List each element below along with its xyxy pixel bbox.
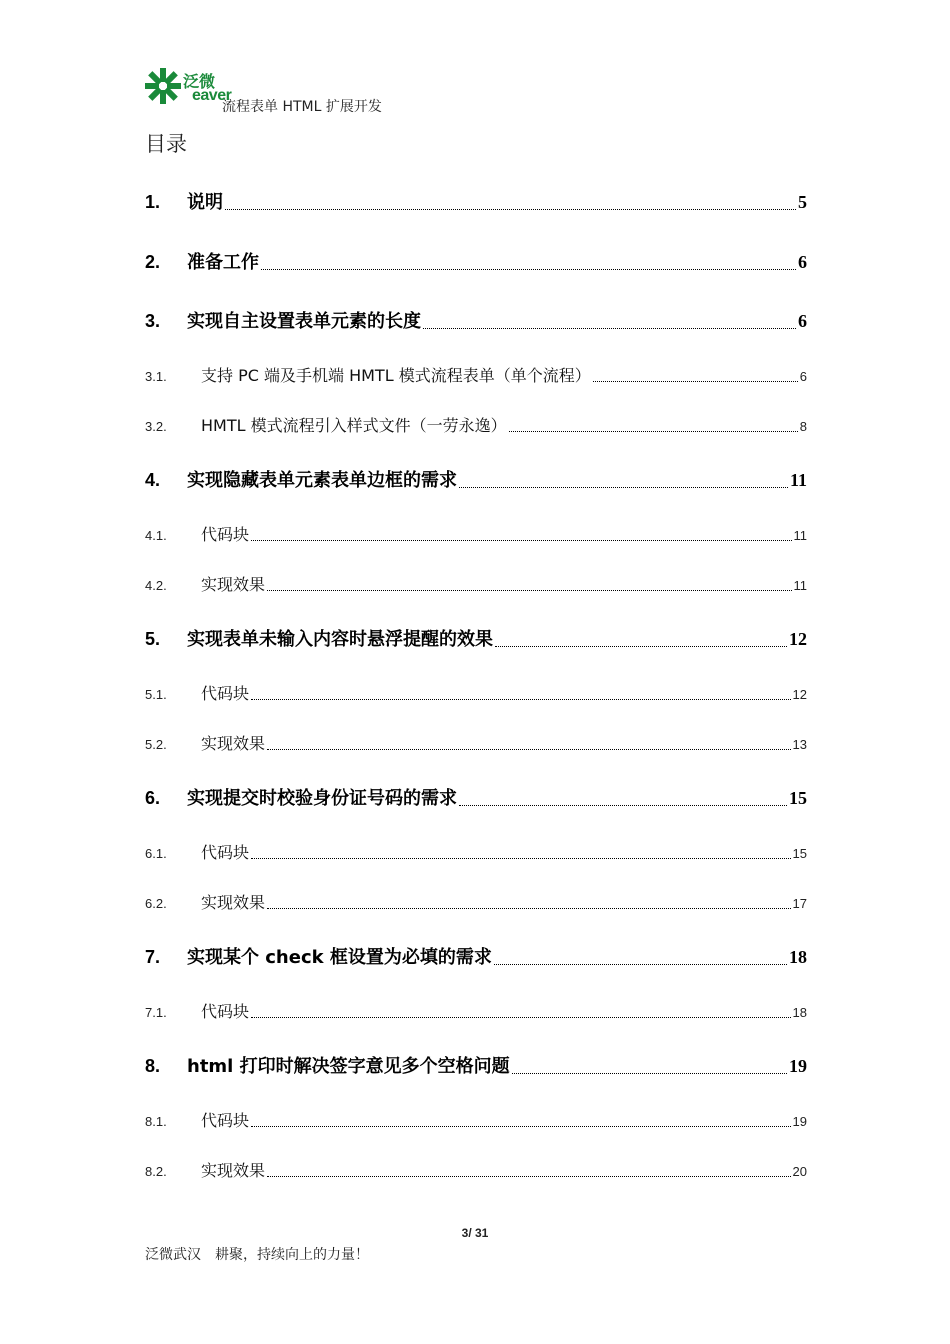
- toc-dot-leader: [459, 487, 788, 488]
- toc-entry[interactable]: [145, 248, 807, 274]
- toc-entry-number: 3.1.: [145, 369, 167, 384]
- toc-entry-label: 支持 PC 端及手机端 HMTL 模式流程表单（单个流程）: [201, 366, 591, 385]
- toc-dot-leader: [251, 1017, 791, 1018]
- toc-entry-page: 6: [798, 252, 807, 272]
- toc-entry-number: 7.: [145, 947, 161, 967]
- toc-entry[interactable]: [145, 188, 807, 214]
- toc-entry-page: 15: [792, 846, 807, 861]
- toc-entry-number: 3.2.: [145, 419, 167, 434]
- toc-entry[interactable]: [145, 784, 807, 810]
- toc-entry[interactable]: [145, 999, 807, 1022]
- toc-entry-label: 代码块: [201, 684, 250, 703]
- toc-entry-label: 说明: [187, 192, 223, 213]
- toc-entry-page: 20: [792, 1164, 807, 1179]
- toc-dot-leader: [423, 328, 796, 329]
- toc-entry-label: 实现效果: [201, 575, 266, 594]
- toc-entry-page: 15: [789, 788, 807, 808]
- toc-entry-label: 实现效果: [201, 1161, 266, 1180]
- toc-dot-leader: [267, 1176, 791, 1177]
- toc-entry-label: 实现效果: [201, 734, 266, 753]
- toc-entry-number: 5.1.: [145, 687, 167, 702]
- toc-dot-leader: [267, 749, 791, 750]
- toc-entry-page: 19: [792, 1114, 807, 1129]
- weaver-logo: [143, 66, 232, 113]
- toc-dot-leader: [593, 381, 798, 382]
- toc-entry-number: 1.: [145, 192, 161, 212]
- footer-slogan: 泛微武汉 耕聚，持续向上的力量！: [145, 1247, 369, 1263]
- toc-entry[interactable]: [145, 466, 807, 492]
- toc-heading: 目录: [145, 132, 187, 156]
- toc-entry[interactable]: [145, 572, 807, 595]
- toc-dot-leader: [509, 431, 798, 432]
- toc-entry-page: 11: [789, 470, 807, 490]
- toc-dot-leader: [512, 1073, 787, 1074]
- toc-entry-page: 12: [789, 629, 807, 649]
- toc-entry-page: 18: [789, 947, 807, 967]
- toc-entry-number: 5.: [145, 629, 161, 649]
- toc-entry-page: 12: [792, 687, 807, 702]
- toc-entry-label: 代码块: [201, 1002, 250, 1021]
- toc-entry-page: 17: [792, 896, 807, 911]
- toc-entry-page: 5: [798, 192, 807, 212]
- toc-dot-leader: [494, 964, 787, 965]
- toc-entry-number: 4.1.: [145, 528, 167, 543]
- toc-entry-page: 8: [799, 419, 807, 434]
- toc-entry[interactable]: [145, 522, 807, 545]
- toc-dot-leader: [459, 805, 787, 806]
- toc-entry-number: 8.2.: [145, 1164, 167, 1179]
- toc-entry[interactable]: [145, 413, 807, 436]
- toc-entry-label: 实现某个 check 框设置为必填的需求: [187, 947, 492, 968]
- toc-entry-number: 5.2.: [145, 737, 167, 752]
- toc-dot-leader: [225, 209, 796, 210]
- toc-dot-leader: [267, 908, 791, 909]
- toc-dot-leader: [267, 590, 791, 591]
- toc-entry-number: 7.1.: [145, 1005, 167, 1020]
- toc-entry[interactable]: [145, 307, 807, 333]
- toc-entry-label: 实现隐藏表单元素表单边框的需求: [187, 470, 457, 491]
- toc-entry-page: 13: [792, 737, 807, 752]
- logo-cn-text: 泛微: [183, 72, 216, 91]
- toc-entry-number: 8.: [145, 1056, 161, 1076]
- page-indicator: 3/ 31: [461, 1226, 489, 1240]
- toc-entry[interactable]: [145, 1158, 807, 1181]
- toc-entry-label: html 打印时解决签字意见多个空格问题: [187, 1056, 510, 1077]
- toc-entry-label: 代码块: [201, 525, 250, 544]
- toc-entry-page: 6: [798, 311, 807, 331]
- toc-entry-label: 代码块: [201, 1111, 250, 1130]
- toc-entry[interactable]: [145, 363, 807, 386]
- toc-dot-leader: [495, 646, 787, 647]
- toc-dot-leader: [251, 858, 791, 859]
- toc-entry-number: 6.: [145, 788, 161, 808]
- toc-entry-label: HMTL 模式流程引入样式文件（一劳永逸）: [201, 416, 507, 435]
- toc-entry-label: 实现效果: [201, 893, 266, 912]
- toc-entry[interactable]: [145, 890, 807, 913]
- toc-entry-page: 18: [792, 1005, 807, 1020]
- toc-entry-label: 实现表单未输入内容时悬浮提醒的效果: [187, 629, 493, 650]
- toc-entry-number: 8.1.: [145, 1114, 167, 1129]
- toc-dot-leader: [261, 269, 796, 270]
- toc-entry[interactable]: [145, 1052, 807, 1078]
- logo-wordmark: eaver: [192, 87, 232, 104]
- toc-entry[interactable]: [145, 840, 807, 863]
- toc-entry-page: 11: [793, 528, 807, 543]
- toc-entry-number: 4.: [145, 470, 161, 490]
- document-title: 流程表单 HTML 扩展开发: [222, 99, 382, 115]
- toc-entry-label: 实现提交时校验身份证号码的需求: [187, 788, 457, 809]
- toc-entry-number: 3.: [145, 311, 161, 331]
- toc-entry-number: 6.2.: [145, 896, 167, 911]
- toc-dot-leader: [251, 540, 791, 541]
- toc-entry-page: 11: [793, 578, 807, 593]
- toc-dot-leader: [251, 1126, 791, 1127]
- toc-entry[interactable]: [145, 625, 807, 651]
- toc-entry-number: 6.1.: [145, 846, 167, 861]
- toc-entry-number: 4.2.: [145, 578, 167, 593]
- toc-entry[interactable]: [145, 943, 807, 969]
- toc-entry-label: 准备工作: [187, 252, 259, 273]
- toc-entry-label: 代码块: [201, 843, 250, 862]
- toc-entry-page: 19: [789, 1056, 807, 1076]
- toc-dot-leader: [251, 699, 791, 700]
- toc-entry-number: 2.: [145, 252, 161, 272]
- toc-entry[interactable]: [145, 1108, 807, 1131]
- toc-entry[interactable]: [145, 681, 807, 704]
- toc-entry-label: 实现自主设置表单元素的长度: [187, 311, 421, 332]
- toc-entry[interactable]: [145, 731, 807, 754]
- toc-entry-page: 6: [799, 369, 807, 384]
